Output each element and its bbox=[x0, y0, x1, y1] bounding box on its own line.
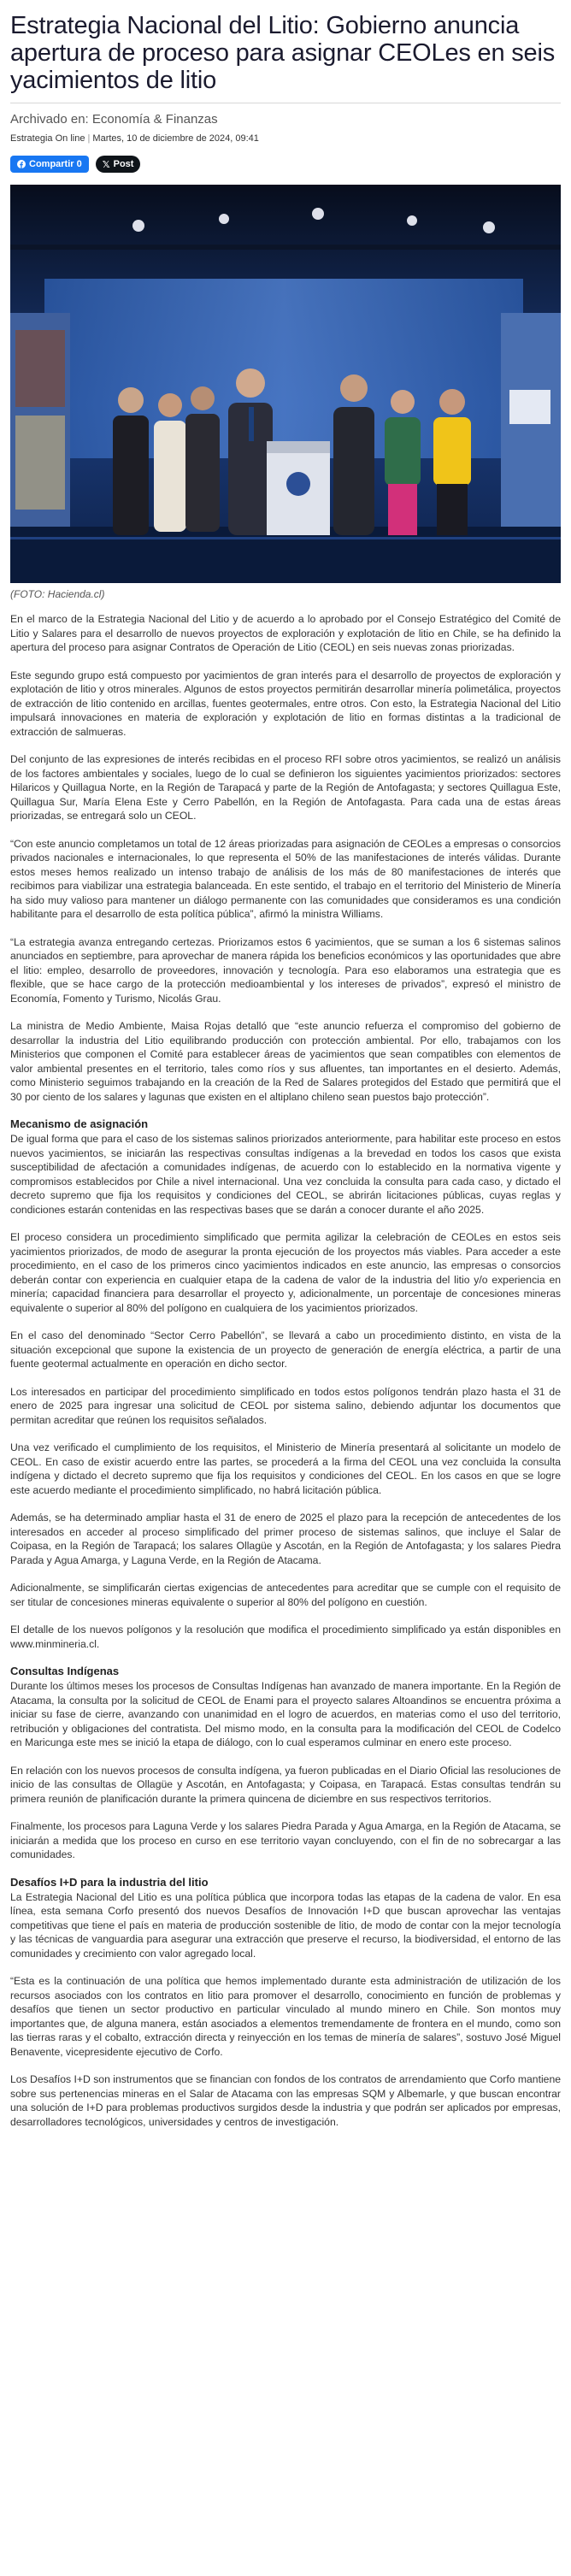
byline-source: Estrategia On line bbox=[10, 133, 85, 144]
body-paragraph: “Con este anuncio completamos un total de 12 áreas priorizadas para asignación de CEOLes a empresas o consorcios privados nacionales e internacionales, lo que representa el 50% de las manifestaciones de interés válidas. Durante estos meses hemos realizado un intenso trabajo de análisis de los más de 80 manifestaciones de interés que recibimos para viabilizar una estrategia balanceada. En este sentido, el trabajo en el territorio del Ministerio de Minería ha sido muy valioso para mantener un diálogo permanente con las comunidades que consideramos es una condición habilitante para el desarrollo de esta política pública”, afirmó la ministra Williams. bbox=[10, 837, 561, 920]
body-paragraph: Los interesados en participar del procedimiento simplificado en todos estos polígonos tendrán plazo hasta el 31 de enero de 2025 para ingresar una solicitud de CEOL por sistema salino, debiendo adjuntar los documentos que permitan acreditar que reúnen los requisitos señalados. bbox=[10, 1385, 561, 1426]
body-paragraph: Adicionalmente, se simplificarán ciertas exigencias de antecedentes para acreditar que se cumple con el requisito de ser titular de concesiones mineras equivalente o superior al 80% del polígono en cuestión. bbox=[10, 1582, 561, 1608]
body-paragraph: “Esta es la continuación de una política que hemos implementado durante esta administración de utilización de los recursos asociados con los contratos en litio para promover el desarrollo, conocimiento en función de problemas y desafíos que tienen un sector productivo en particular vinculado al mundo minero en Chile. Son montos muy importantes que, de alguna manera, están asociados a elementos tremendamente de frontera en el mundo, como son las tierras raras y el cobalto, extracción directa y reinyección en los temas de minería de salares”, sostuvo José Miguel Benavente, vicepresidente ejecutivo de Corfo. bbox=[10, 1975, 561, 2058]
section-heading-desafios: Desafíos I+D para la industria del litio bbox=[10, 1875, 209, 1889]
article-photo bbox=[10, 185, 561, 583]
share-bar bbox=[10, 156, 561, 185]
body-paragraph: En el caso del denominado “Sector Cerro Pabellón”, se llevará a cabo un procedimiento distinto, en vista de la situación excepcional que supone la existencia de un proyecto de generación de energía eléctrica, a partir de una fuente geotermal actualmente en operación en dicho sector. bbox=[10, 1329, 561, 1370]
body-paragraph: Finalmente, los procesos para Laguna Verde y los salares Piedra Parada y Agua Amarga, en la Región de Atacama, se iniciarán a medida que los proceso en curso en ese territorio vayan concluyendo, con el fin de no sobrecargar a las comunidades. bbox=[10, 1820, 561, 1860]
byline bbox=[10, 133, 561, 156]
body-paragraph: Durante los últimos meses los procesos de Consultas Indígenas han avanzado de manera importante. En la Región de Atacama, la consulta por la solicitud de CEOL de Enami para el proyecto salares Altoandinos se encuentra próxima a iniciar su fase de cierre, avanzando con unanimidad en el logro de acuerdos, en materias como el uso del territorio, retribución y obligaciones del contratista. Del mismo modo, en la consulta para la modificación del CEOL de Codelco en Maricunga este mes se inició la etapa de diálogo, con lo cual esperamos culminar en enero este proceso. bbox=[10, 1680, 561, 1748]
byline-date: Martes, 10 de diciembre de 2024, 09:41 bbox=[92, 133, 259, 144]
body-paragraph: El proceso considera un procedimiento simplificado que permita agilizar la celebración de CEOLes en estos seis yacimientos priorizados, de modo de asegurar la pronta ejecución de los proyectos más viables. Para acceder a este procedimiento, en el caso de los primeros cinco yacimientos indicados en este anuncio, las empresas o consorcios deberán contar con experiencia en cualquier etapa de la cadena de valor de la industria del litio y/o experiencia en minería; capacidad financiera para desarrollar el proyecto y, adicionalmente, un porcentaje de concesiones mineras equivalente o superior al 80% del polígono en cualquiera de los yacimientos priorizados. bbox=[10, 1231, 561, 1314]
body-paragraph: Los Desafíos I+D son instrumentos que se financian con fondos de los contratos de arrendamiento que Corfo mantiene sobre sus pertenencias mineras en el Salar de Atacama con las empresas SQM y Albemarle, y que buscan encontrar una solución de I+D para problemas productivos surgidos desde la industria y que podrán ser aplicados por empresas, desarrolladores tecnológicos, universidades y centros de investigación. bbox=[10, 2073, 561, 2128]
section-heading-mecanismo: Mecanismo de asignación bbox=[10, 1117, 149, 1130]
body-paragraph: La ministra de Medio Ambiente, Maisa Rojas detalló que “este anuncio refuerza el compromiso del gobierno de desarrollar la industria del Litio equilibrando producción con protección ambiental. Por ello, trabajamos con los Ministerios que componen el Comité para establecer áreas de yacimientos que sean compatibles con elementos de valor ambiental presentes en el territorio, tales como ríos y sus afluentes, tan importantes en el desierto. Además, como Ministerio seguimos trabajando en la creación de la Red de Salares protegidos del Estado que permitirá que el 30 por ciento de los salares y lagunas que existen en el altiplano chileno sean puestos bajo protección”. bbox=[10, 1020, 561, 1103]
body-paragraph: Del conjunto de las expresiones de interés recibidas en el proceso RFI sobre otros yacimientos, se realizó un análisis de los factores ambientales y sociales, luego de lo cual se definieron los siguientes yacimientos priorizados: sectores Hilaricos y Quillagua Norte, en la Región de Tarapacá y parte de la Región de Antofagasta; y sectores Quillagua Este, Quillagua Sur, María Elena Este y Cerro Pabellón, en la Región de Antofagasta. Para cada una de estas áreas priorizadas, se entregará solo un CEOL. bbox=[10, 753, 561, 822]
body-paragraph: “La estrategia avanza entregando certezas. Priorizamos estos 6 yacimientos, que se suman a los 6 sistemas salinos anunciados en septiembre, para aprovechar de manera rápida los beneficios económicos y las oportunidades que abre el litio: empleo, desarrollo de proveedores, innovación y tecnología. Para eso elaboramos una estrategia que es flexible, que se hace cargo de la protección medioambiental y los intereses de privados”, expresó el ministro de Economía, Fomento y Turismo, Nicolás Grau. bbox=[10, 935, 561, 1005]
x-post-button[interactable] bbox=[96, 156, 141, 173]
facebook-icon bbox=[17, 160, 26, 168]
article-title: Estrategia Nacional del Litio: Gobierno anuncia apertura de proceso para asignar CEOLes en seis yacimientos de litio bbox=[10, 12, 556, 94]
body-paragraph: Además, se ha determinado ampliar hasta el 31 de enero de 2025 el plazo para la recepción de antecedentes de los interesados en acceder al proceso simplificado del primer proceso de sistemas salinos, que incluye el Salar de Coipasa, en la Región de Tarapacá; los salares Ollagüe y Ascotán, en la Región de Antofagasta; y los salares Piedra Parada y Agua Amarga, y Laguna Verde, en la Región de Atacama. bbox=[10, 1512, 561, 1566]
article-body bbox=[10, 612, 561, 2129]
archived-prefix: Archivado en: bbox=[10, 112, 89, 127]
facebook-share-label: Compartir 0 bbox=[29, 159, 82, 169]
body-paragraph: De igual forma que para el caso de los sistemas salinos priorizados anteriormente, para habilitar este proceso en estos nuevos yacimientos, se iniciarán las respectivas consultas indígenas a la brevedad en todos los casos que exista susceptibilidad de afectación a comunidades indígenas, de acuerdo con lo establecido en la normativa vigente y compromisos establecidos por Chile a nivel internacional. Una vez concluida la consulta para cada caso, y dictado el decreto supremo que fija los requisitos y condiciones del CEOL, se abrirán licitaciones públicas, cuyas reglas y condiciones estarán contenidas en las respectivas bases que se darán a conocer durante el año 2025. bbox=[10, 1133, 561, 1216]
body-paragraph: Este segundo grupo está compuesto por yacimientos de gran interés para el desarrollo de proyectos de exploración y explotación de litio y otros minerales. Algunos de estos proyectos permitirán desarrollar minería polimetálica, proyectos de extracción de litio contenido en arcillas, fuentes geotermales, entre otros. Con esto, la Estrategia Nacional del Litio impulsará innovaciones en materia de exploración y explotación de litio en formas distintas a la tradicional de extracción de salmueras. bbox=[10, 669, 561, 738]
category-link[interactable]: Economía & Finanzas bbox=[91, 112, 218, 127]
section-heading-consultas: Consultas Indígenas bbox=[10, 1665, 120, 1677]
facebook-share-button[interactable] bbox=[10, 156, 89, 173]
body-paragraph: La Estrategia Nacional del Litio es una política pública que incorpora todas las etapas de la cadena de valor. En esa línea, esta semana Corfo presentó dos nuevos Desafíos de Innovación I+D que buscan aprovechar las ventajas competitivas que tiene el país en materia de producción sostenible de litio, de modo de contar con la mejor tecnología y las técnicas de vanguardia para asegurar una extracción que preserve el recurso, la biodiversidad, el entorno de las comunidades y crecimiento con valor agregado local. bbox=[10, 1890, 561, 1960]
body-paragraph: En el marco de la Estrategia Nacional del Litio y de acuerdo a lo aprobado por el Consejo Estratégico del Comité de Litio y Salares para el desarrollo de nuevos proyectos de exploración y explotación de litio en Chile, se ha definido la apertura del proceso para asignar Contratos de Operación de Litio (CEOL) en seis nuevas zonas priorizadas. bbox=[10, 613, 561, 653]
x-logo-icon: 𝕏 bbox=[102, 159, 110, 170]
byline-separator: | bbox=[87, 133, 91, 144]
press-conference-photo bbox=[10, 185, 561, 583]
x-post-label: Post bbox=[113, 159, 134, 169]
archived-in bbox=[10, 103, 561, 133]
body-paragraph: En relación con los nuevos procesos de consulta indígena, ya fueron publicadas en el Diario Oficial las resoluciones de inicio de las consultas de Ollagüe y Ascotán, en Antofagasta; y Coipasa, en Tarapacá. Estas consultas tendrán su primera reunión de planificación durante la primera quincena de diciembre en sus respectivos territorios. bbox=[10, 1764, 561, 1805]
photo-caption: (FOTO: Hacienda.cl) bbox=[10, 588, 105, 600]
body-paragraph: Una vez verificado el cumplimiento de los requisitos, el Ministerio de Minería presentará al solicitante un modelo de CEOL. En caso de existir acuerdo entre las partes, se procederá a la firma del CEOL una vez concluida la consulta indígena y dictado el decreto supremo que fija los requisitos y condiciones del CEOL. En los casos en que se logre este acuerdo mediante el procedimiento simplificado, no habrá licitación pública. bbox=[10, 1441, 561, 1496]
body-paragraph: El detalle de los nuevos polígonos y la resolución que modifica el procedimiento simplificado ya están disponibles en www.minmineria.cl. bbox=[10, 1624, 561, 1650]
